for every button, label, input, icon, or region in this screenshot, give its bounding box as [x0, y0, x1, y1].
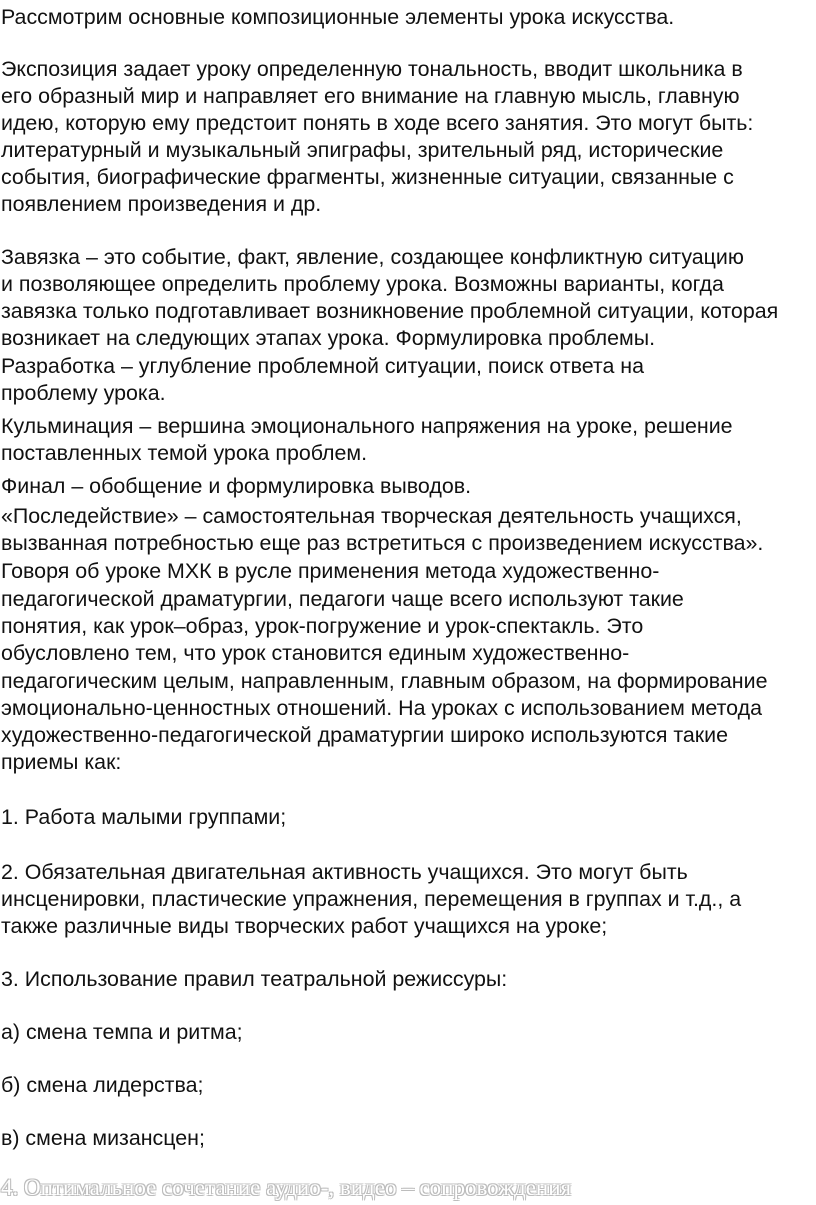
- list-item: б) смена лидерства;: [1, 1073, 204, 1097]
- text-line: и позволяющее определить проблему урока. Возможны варианты, когда: [1, 272, 724, 296]
- text-line: литературный и музыкальный эпиграфы, зрительный ряд, исторические: [1, 138, 724, 162]
- text-line: инсценировки, пластические упражнения, перемещения в группах и т.д., а: [1, 887, 742, 911]
- text-line: педагогической драматургии, педагоги чаще всего используют такие: [1, 587, 684, 611]
- text-line: Рассмотрим основные композиционные элементы урока искусства.: [1, 5, 675, 29]
- text-line: Финал – обобщение и формулировка выводов.: [1, 474, 472, 498]
- text-line: приемы как:: [1, 750, 122, 774]
- text-line: Завязка – это событие, факт, явление, создающее конфликтную ситуацию: [1, 245, 744, 269]
- text-line: появлением произведения и др.: [1, 192, 322, 216]
- text-line: Экспозиция задает уроку определенную тональность, вводит школьника в: [1, 57, 743, 81]
- text-line: также различные виды творческих работ учащихся на уроке;: [1, 914, 608, 938]
- text-line: Кульминация – вершина эмоционального напряжения на уроке, решение: [1, 414, 733, 438]
- text-line: проблему урока.: [1, 381, 166, 405]
- text-line: завязка только подготавливает возникновение проблемной ситуации, которая: [1, 299, 779, 323]
- list-item: 1. Работа малыми группами;: [1, 805, 287, 829]
- list-item: в) смена мизансцен;: [1, 1126, 205, 1150]
- text-line: художественно-педагогической драматургии широко используются такие: [1, 723, 728, 747]
- text-line: идею, которую ему предстоит понять в ходе всего занятия. Это могут быть:: [1, 111, 754, 135]
- faded-list-item: 4. Оптимальное сочетание аудио-, видео – сопровождения: [1, 1175, 572, 1200]
- text-line: эмоционально-ценностных отношений. На уроках с использованием метода: [1, 696, 762, 720]
- text-line: Разработка – углубление проблемной ситуации, поиск ответа на: [1, 354, 644, 378]
- text-line: возникает на следующих этапах урока. Формулировка проблемы.: [1, 326, 656, 350]
- text-line: Говоря об уроке МХК в русле применения метода художественно-: [1, 559, 660, 583]
- list-item: 2. Обязательная двигательная активность учащихся. Это могут быть: [1, 860, 688, 884]
- text-line: «Последействие» – самостоятельная творческая деятельность учащихся,: [1, 504, 742, 528]
- list-item: а) смена темпа и ритма;: [1, 1020, 243, 1044]
- text-line: педагогическим целым, направленным, главным образом, на формирование: [1, 669, 768, 693]
- text-line: его образный мир и направляет его внимание на главную мысль, главную: [1, 84, 740, 108]
- list-item: 3. Использование правил театральной режиссуры:: [1, 967, 508, 991]
- text-line: поставленных темой урока проблем.: [1, 441, 368, 465]
- text-line: события, биографические фрагменты, жизненные ситуации, связанные с: [1, 165, 734, 189]
- text-line: понятия, как урок–образ, урок-погружение и урок-спектакль. Это: [1, 614, 644, 638]
- text-line: вызванная потребностью еще раз встретиться с произведением искусства».: [1, 531, 764, 555]
- text-line: обусловлено тем, что урок становится единым художественно-: [1, 641, 630, 665]
